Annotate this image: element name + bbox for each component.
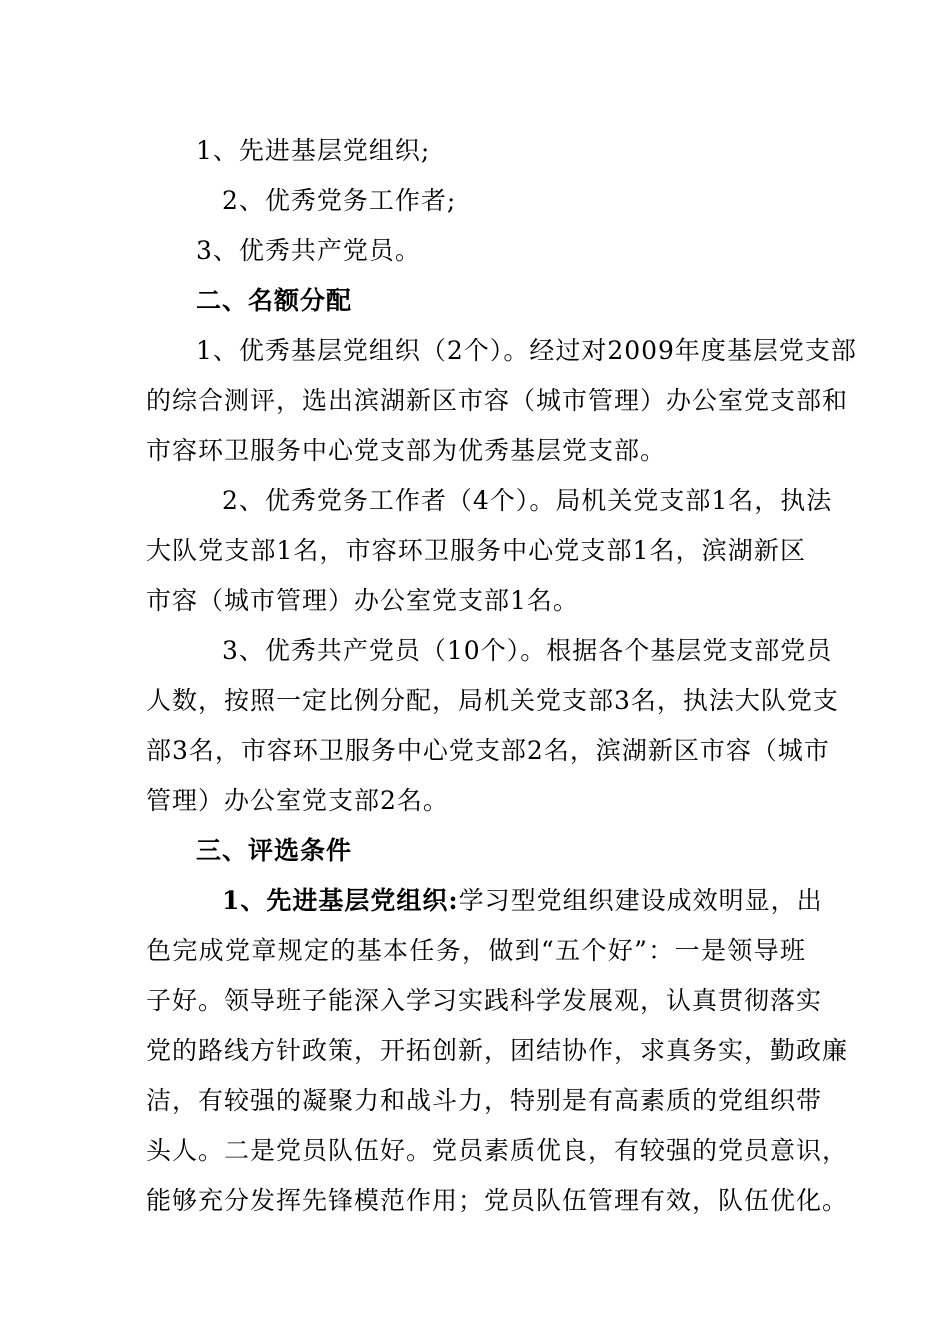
- paragraph-line: 洁，有较强的凝聚力和战斗力，特别是有高素质的党组织带: [146, 1086, 823, 1115]
- paragraph-first-line: [222, 886, 823, 916]
- paragraph-line: 市容（城市管理）办公室党支部1名。: [146, 586, 579, 615]
- paragraph-line: 党的路线方针政策，开拓创新，团结协作，求真务实，勤政廉: [146, 1036, 849, 1065]
- list-item-3: 3、优秀共产党员。: [196, 236, 421, 265]
- paragraph-line: 人数，按照一定比例分配，局机关党支部3名，执法大队党支: [146, 686, 839, 715]
- paragraph-lead-rest: 学习型党组织建设成效明显，出: [458, 886, 823, 915]
- list-item-1: 1、先进基层党组织;: [196, 136, 431, 165]
- paragraph-line: 头人。二是党员队伍好。党员素质优良，有较强的党员意识，: [146, 1136, 849, 1165]
- list-item-2: 2、优秀党务工作者;: [222, 186, 457, 215]
- paragraph-line: 管理）办公室党支部2名。: [146, 786, 449, 815]
- paragraph-line: 子好。领导班子能深入学习实践科学发展观，认真贯彻落实: [146, 986, 823, 1015]
- paragraph-line: 2、优秀党务工作者（4个）。局机关党支部1名，执法: [222, 486, 833, 515]
- paragraph-line: 能够充分发挥先锋模范作用；党员队伍管理有效，队伍优化。: [146, 1186, 849, 1215]
- paragraph-line: 色完成党章规定的基本任务，做到“五个好”：一是领导班: [146, 936, 806, 965]
- paragraph-line: 部3名，市容环卫服务中心党支部2名，滨湖新区市容（城市: [146, 736, 830, 765]
- paragraph-line: 大队党支部1名，市容环卫服务中心党支部1名，滨湖新区: [146, 536, 806, 565]
- section-heading-criteria: 三、评选条件: [196, 836, 353, 865]
- section-heading-quota: 二、名额分配: [196, 286, 353, 315]
- paragraph-line: 市容环卫服务中心党支部为优秀基层党支部。: [146, 436, 667, 465]
- bold-lead-text: 1、先进基层党组织:: [222, 886, 459, 915]
- paragraph-line: 的综合测评，选出滨湖新区市容（城市管理）办公室党支部和: [146, 386, 849, 415]
- paragraph-line: 3、优秀共产党员（10个）。根据各个基层党支部党员: [222, 636, 833, 665]
- paragraph-line: 1、优秀基层党组织（2个）。经过对2009年度基层党支部: [196, 336, 857, 365]
